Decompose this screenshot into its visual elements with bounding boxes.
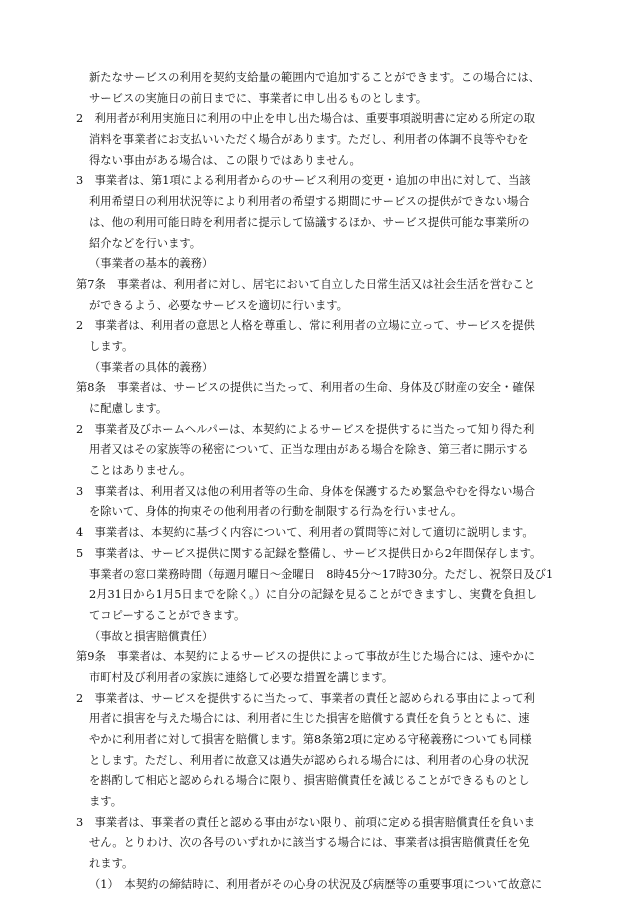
text-line: てコピーすることができます。	[89, 608, 246, 622]
text-line: （事業者の基本的義務）	[89, 257, 214, 271]
text-line: れます。	[89, 857, 134, 871]
text-line: （1） 本契約の締結時に、利用者がその心身の状況及び病歴等の重要事項について故意に	[89, 877, 543, 891]
text-line: を斟酌して相応と認められる場合に限り、損害賠償責任を減じることができるものとし	[89, 774, 530, 788]
text-line: 2 利用者が利用実施日に利用の中止を申し出た場合は、重要事項説明書に定める所定の取	[76, 112, 536, 126]
text-line: ことはありません。	[89, 464, 192, 478]
text-line: 紹介などを行います。	[89, 236, 202, 250]
text-line: 3 事業者は、事業者の責任と認める事由がない限り、前項に定める損害賠償責任を負いま	[76, 815, 536, 829]
text-line: せん。とりわけ、次の各号のいずれかに該当する場合には、事業者は損害賠償責任を免	[89, 836, 530, 850]
text-line: に配慮します。	[89, 402, 168, 415]
text-line: 4 事業者は、本契約に基づく内容について、利用者の質問等に対して適切に説明します。	[76, 526, 534, 540]
text-line: 2 事業者は、利用者の意思と人格を尊重し、常に利用者の立場に立って、サービスを提供	[76, 319, 535, 333]
text-line: 市町村及び利用者の家族に連絡して必要な措置を講じます。	[89, 670, 394, 684]
text-line: 利用希望日の利用状況等により利用者の希望する期間にサービスの提供ができない場合	[89, 195, 530, 209]
text-line: 第7条 事業者は、利用者に対し、居宅において自立した日常生活又は社会生活を営むこと	[76, 277, 536, 291]
text-line: サービスの実施日の前日までに、事業者に申し出るものとします。	[89, 91, 428, 105]
text-line: 2 事業者及びホームヘルパーは、本契約によるサービスを提供するに当たって知り得た利	[76, 422, 535, 436]
contract-text	[76, 68, 554, 896]
text-line: 事業者の窓口業務時間（毎週月曜日～金曜日 8時45分～17時30分。ただし、祝祭日及び1	[89, 567, 554, 581]
text-line: 3 事業者は、第1項による利用者からのサービス利用の変更・追加の申出に対して、当該	[76, 174, 531, 188]
text-line: （事故と損害賠償責任）	[89, 629, 214, 643]
text-line: 第8条 事業者は、サービスの提供に当たって、利用者の生命、身体及び財産の安全・確保	[76, 381, 535, 395]
text-line: 5 事業者は、サービス提供に関する記録を整備し、サービス提供日から2年間保存します。	[76, 546, 542, 560]
text-line: を除いて、身体的拘束その他利用者の行動を制限する行為を行いません。	[89, 505, 463, 519]
text-line: は、他の利用可能日時を利用者に提示して協議するほか、サービス提供可能な事業所の	[89, 215, 530, 229]
text-line: 3 事業者は、利用者又は他の利用者等の生命、身体を保護するため緊急やむを得ない場合	[76, 484, 536, 498]
text-line: 用者に損害を与えた場合には、利用者に生じた損害を賠償する責任を負うとともに、速	[89, 712, 530, 726]
text-line: 新たなサービスの利用を契約支給量の範囲内で追加することができます。この場合には、	[89, 71, 540, 84]
text-line: します。	[89, 339, 134, 353]
text-line: ます。	[89, 795, 122, 809]
text-line: 用者又はその家族等の秘密について、正当な理由がある場合を除き、第三者に開示する	[89, 443, 529, 457]
text-line: とします。ただし、利用者に故意又は過失が認められる場合には、利用者の心身の状況	[89, 753, 529, 767]
text-line: 消料を事業者にお支払いいただく場合があります。ただし、利用者の体調不良等やむを	[89, 133, 529, 147]
text-line: 第9条 事業者は、本契約によるサービスの提供によって事故が生じた場合には、速やかに	[76, 650, 536, 664]
text-line: 2月31日から1月5日までを除く。）に自分の記録を見ることができますし、実費を負担し	[89, 588, 538, 602]
text-line: やかに利用者に対して損害を賠償します。第8条第2項に定める守秘義務についても同様	[89, 733, 532, 746]
text-line: ができるよう、必要なサービスを適切に行います。	[89, 298, 348, 312]
text-line: （事業者の具体的義務）	[89, 360, 214, 374]
text-line: 得ない事由がある場合は、この限りではありません。	[89, 153, 361, 167]
text-line: 2 事業者は、サービスを提供するに当たって、事業者の責任と認められる事由によって利	[76, 691, 535, 705]
